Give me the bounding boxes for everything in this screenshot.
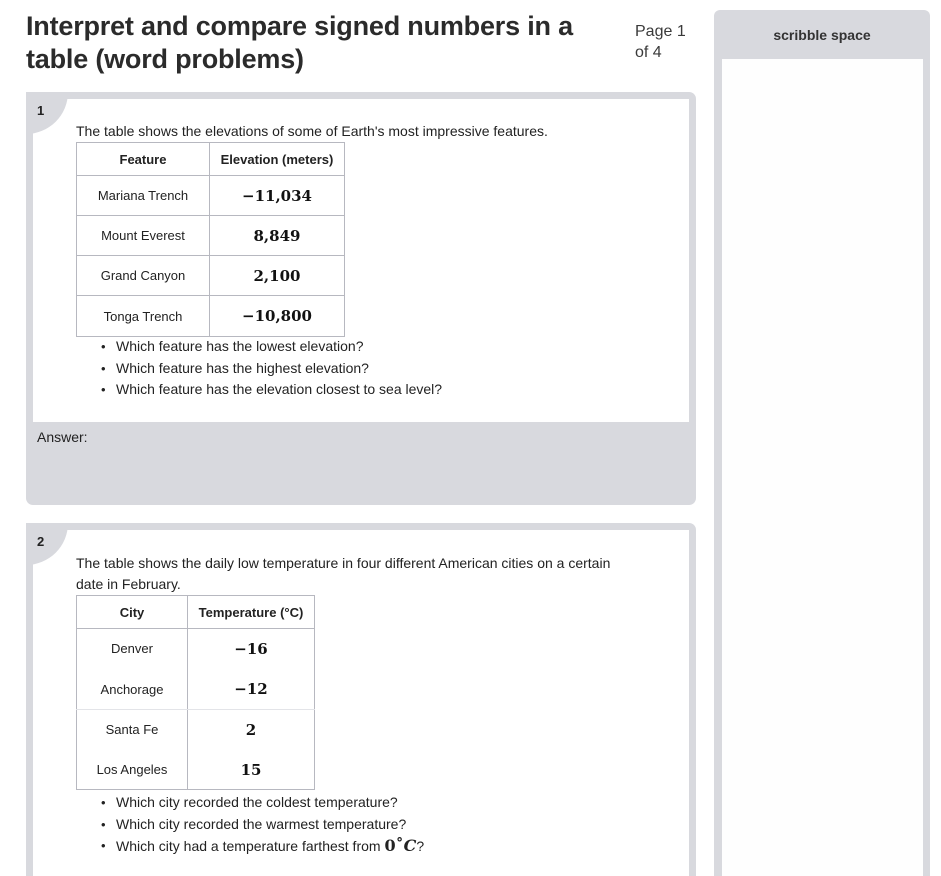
scribble-panel — [714, 10, 930, 876]
question-number: 2 — [37, 534, 45, 549]
temperature-cell: 15 — [188, 750, 315, 790]
city-cell: Santa Fe — [77, 710, 188, 750]
city-cell: Denver — [77, 629, 188, 669]
table-row — [77, 296, 345, 337]
city-cell: Anchorage — [77, 669, 188, 710]
feature-cell: Tonga Trench — [77, 296, 210, 337]
question-prompt: The table shows the elevations of some of Earth's most impressive features. — [76, 123, 548, 139]
scribble-area[interactable] — [722, 59, 923, 876]
elevation-cell: −10,800 — [210, 296, 345, 337]
bullet-item: • Which feature has the elevation closest to sea level? — [116, 379, 442, 401]
bullet-item: • Which feature has the highest elevation? — [116, 358, 442, 380]
feature-cell: Mount Everest — [77, 216, 210, 256]
feature-cell: Grand Canyon — [77, 256, 210, 296]
page-title: Interpret and compare signed numbers in a table (word problems) — [26, 11, 573, 74]
table-row — [77, 629, 315, 669]
column-header: Feature — [77, 143, 210, 176]
bullet-text: Which city had a temperature farthest from — [116, 838, 385, 854]
table-row — [77, 176, 345, 216]
temperature-cell: −16 — [188, 629, 315, 669]
table-row — [77, 750, 315, 790]
page-indicator: Page 1 of 4 — [635, 23, 686, 61]
question-card-2 — [26, 523, 696, 876]
question-bullets — [116, 792, 424, 858]
table-row — [77, 669, 315, 710]
question-number: 1 — [37, 103, 45, 118]
temperature-cell: 2 — [188, 710, 315, 750]
bullet-suffix: ? — [416, 838, 425, 854]
temperature-table — [76, 595, 315, 790]
column-header: City — [77, 596, 188, 629]
column-header: Temperature (°C) — [188, 596, 315, 629]
elevation-table — [76, 142, 345, 337]
answer-label: Answer: — [37, 429, 88, 445]
scribble-title: scribble space — [773, 27, 871, 43]
elevation-cell: 8,849 — [210, 216, 345, 256]
math-unit: C — [403, 836, 417, 855]
temperature-cell: −12 — [188, 669, 315, 710]
math-degree: ˚ — [395, 836, 404, 855]
question-body-1 — [33, 99, 689, 422]
feature-cell: Mariana Trench — [77, 176, 210, 216]
question-prompt: The table shows the daily low temperature in four different American cities on a certain date in February. — [76, 555, 611, 592]
bullet-item: • Which city recorded the warmest temperature? — [116, 814, 424, 836]
answer-area[interactable] — [26, 448, 696, 505]
question-card-1 — [26, 92, 696, 505]
table-row — [77, 256, 345, 296]
math-expression — [384, 836, 416, 855]
column-header: Elevation (meters) — [210, 143, 345, 176]
table-header-row — [77, 596, 315, 629]
table-row — [77, 216, 345, 256]
bullet-item: • Which feature has the lowest elevation? — [116, 336, 442, 358]
city-cell: Los Angeles — [77, 750, 188, 790]
math-value: 0 — [384, 836, 396, 855]
bullet-item: • Which city recorded the coldest temperature? — [116, 792, 424, 814]
elevation-cell: 2,100 — [210, 256, 345, 296]
question-bullets — [116, 336, 442, 401]
bullet-item — [116, 835, 424, 858]
question-body-2 — [33, 530, 689, 876]
table-header-row — [77, 143, 345, 176]
elevation-cell: −11,034 — [210, 176, 345, 216]
table-row — [77, 710, 315, 750]
